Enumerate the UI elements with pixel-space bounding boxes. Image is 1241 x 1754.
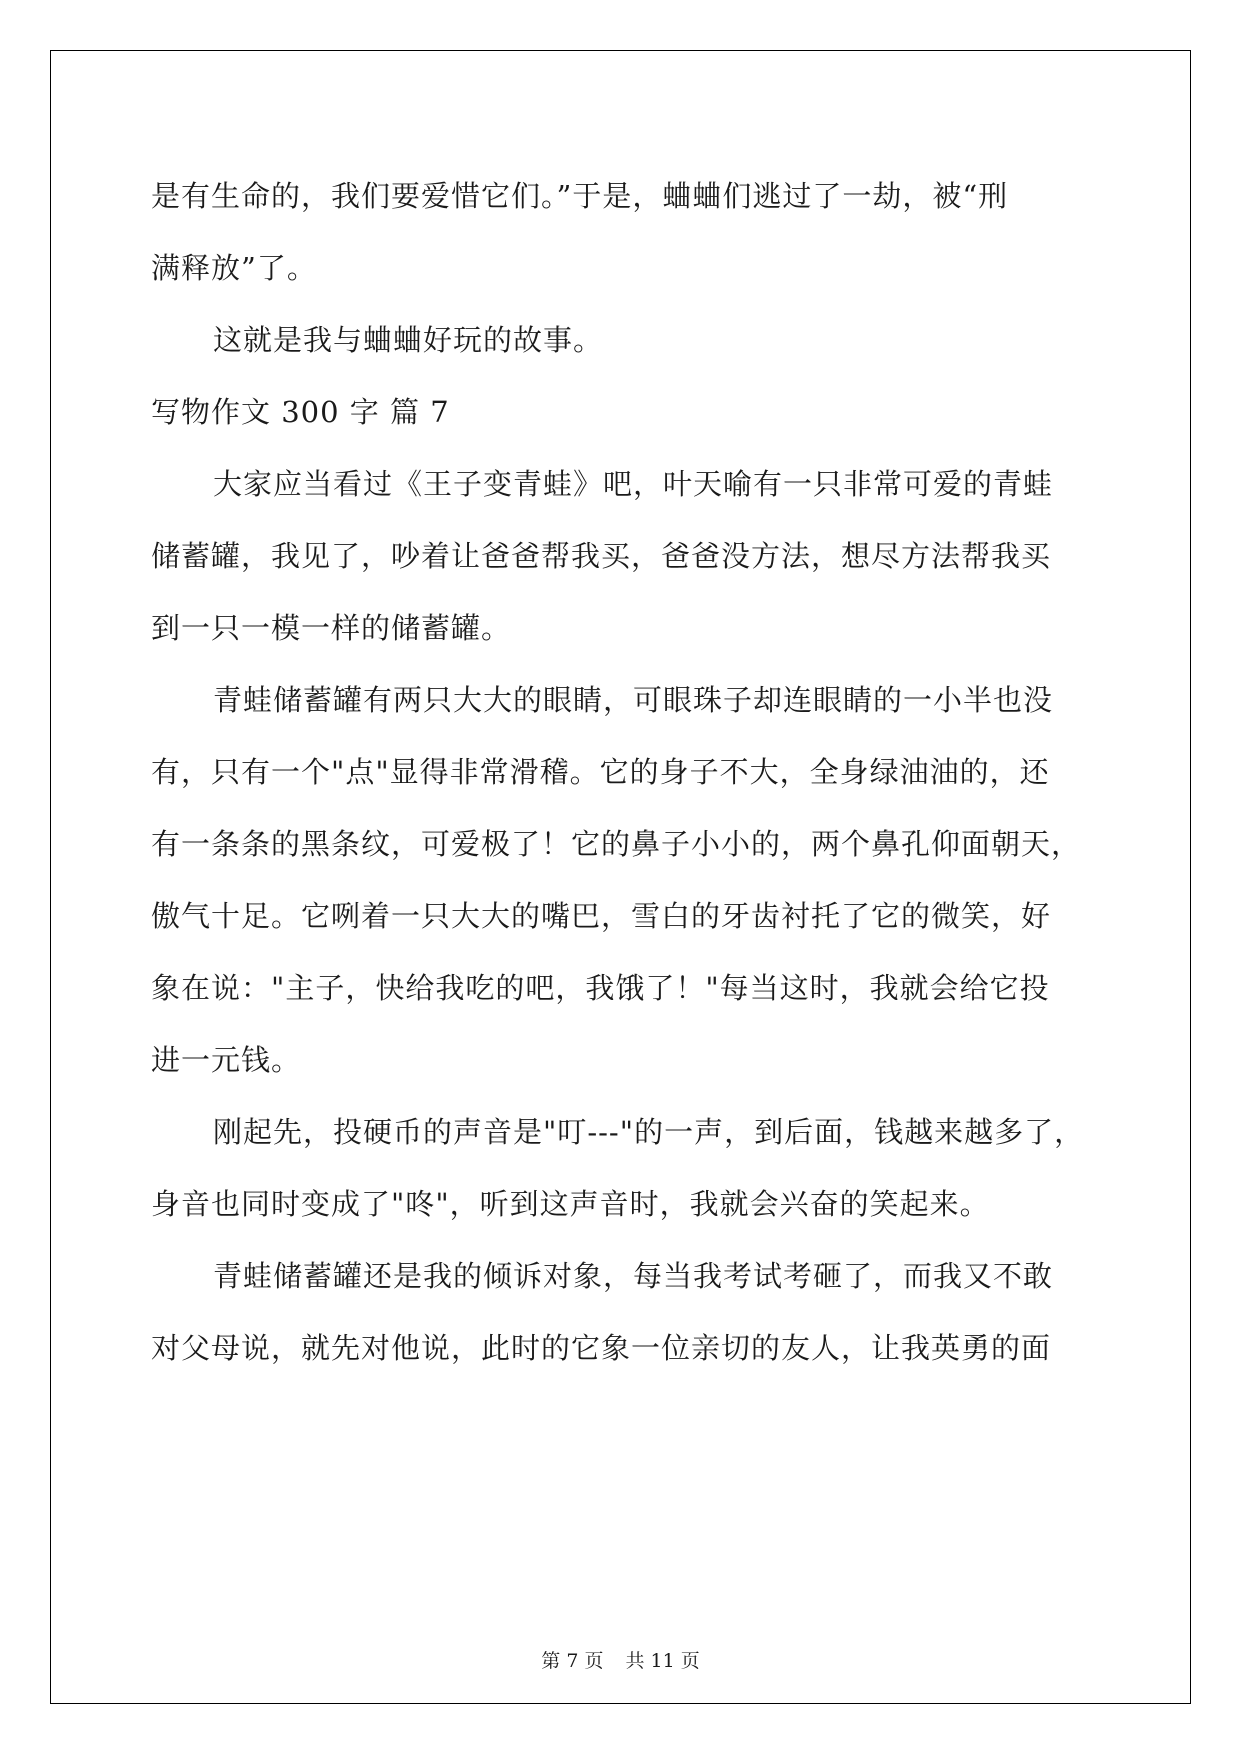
- text-line: 进一元钱。: [151, 1043, 302, 1077]
- paragraph-description: [151, 664, 1091, 1096]
- text-line: 象在说："主子，快给我吃的吧，我饿了！"每当这时，我就会给它投: [151, 971, 1050, 1005]
- document-body: [151, 160, 1091, 1384]
- text-line: 有，只有一个"点"显得非常滑稽。它的身子不大，全身绿油油的，还: [151, 755, 1050, 789]
- page-total: 共 11 页: [625, 1650, 700, 1672]
- text-line: 有一条条的黑条纹，可爱极了！它的鼻子小小的，两个鼻孔仰面朝天，: [151, 827, 1082, 861]
- text-line: 青蛙储蓄罐还是我的倾诉对象，每当我考试考砸了，而我又不敢: [213, 1259, 1054, 1293]
- text-line: 大家应当看过《王子变青蛙》吧，叶天喻有一只非常可爱的青蛙: [213, 467, 1054, 501]
- paragraph-confidant: [151, 1240, 1091, 1384]
- text-line: 对父母说，就先对他说，此时的它象一位亲切的友人，让我英勇的面: [151, 1331, 1052, 1365]
- text-line: 青蛙储蓄罐有两只大大的眼睛，可眼珠子却连眼睛的一小半也没: [213, 683, 1054, 717]
- page-number: 第 7 页: [541, 1650, 604, 1672]
- text-line: 身音也同时变成了"咚"，听到这声音时，我就会兴奋的笑起来。: [151, 1187, 990, 1221]
- paragraph-intro: [151, 448, 1091, 664]
- text-line: 储蓄罐，我见了，吵着让爸爸帮我买，爸爸没方法，想尽方法帮我买: [151, 539, 1052, 573]
- text-line: 是有生命的，我们要爱惜它们。”于是，蛐蛐们逃过了一劫，被“刑: [151, 179, 1009, 213]
- page-footer: [0, 1649, 1241, 1673]
- paragraph-closing: [151, 304, 1091, 376]
- text-line: 满释放”了。: [151, 251, 317, 285]
- text-line: 这就是我与蛐蛐好玩的故事。: [213, 323, 604, 357]
- text-line: 到一只一模一样的储蓄罐。: [151, 611, 512, 645]
- text-line: 刚起先，投硬币的声音是"叮---"的一声，到后面，钱越来越多了，: [213, 1115, 1085, 1149]
- section-heading: 写物作文 300 字 篇 7: [151, 395, 450, 429]
- paragraph-continued: [151, 160, 1091, 304]
- paragraph-sound: [151, 1096, 1091, 1240]
- text-line: 傲气十足。它咧着一只大大的嘴巴，雪白的牙齿衬托了它的微笑，好: [151, 899, 1052, 933]
